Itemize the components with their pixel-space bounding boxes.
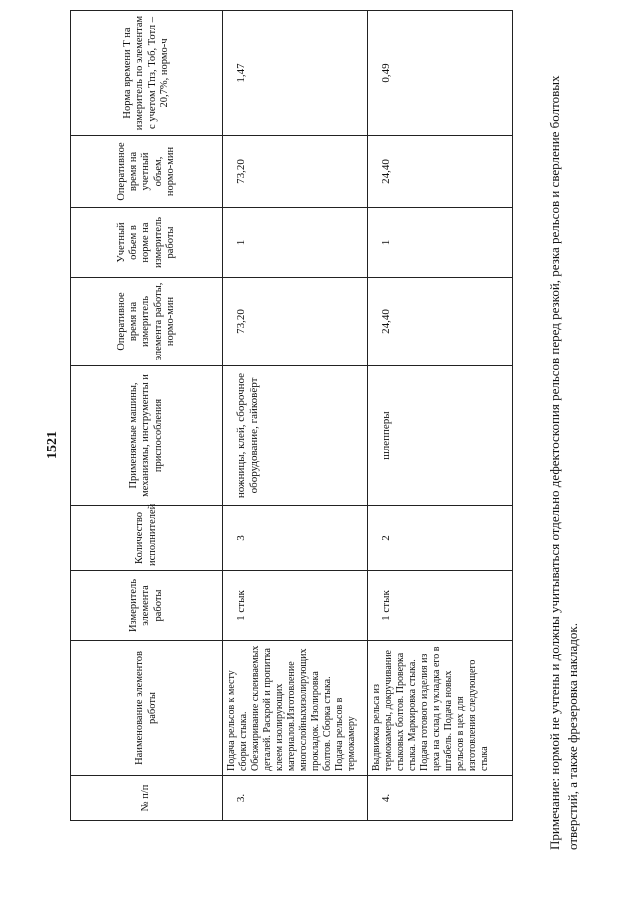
col-header-op-time-total: Оперативное время на учетный объем, нормо-мин bbox=[71, 136, 223, 208]
row-op-time: 73,20 bbox=[223, 278, 368, 366]
norms-table bbox=[70, 10, 513, 821]
row-workers: 3 bbox=[223, 506, 368, 571]
page-number: 1521 bbox=[45, 431, 60, 459]
col-header-volume: Учетный объем в норме на измеритель работы bbox=[71, 208, 223, 278]
col-header-op-time: Оперативное время на измеритель элемента работы, нормо-мин bbox=[71, 278, 223, 366]
col-header-norm: Норма времени Т на измеритель по элементам с учетом Тпз, Тоб, Тотл – 20,7%, нормо-ч bbox=[71, 11, 223, 136]
col-header-num: № п/п bbox=[71, 776, 223, 821]
row-norm: 0,49 bbox=[368, 11, 513, 136]
table-row bbox=[368, 11, 513, 821]
col-header-workers: Количество исполнителей bbox=[71, 506, 223, 571]
row-tools: ножницы, клей, сборочное оборудование, гайковёрт bbox=[223, 366, 368, 506]
table-header-row bbox=[71, 11, 223, 821]
row-unit: 1 стык bbox=[368, 571, 513, 641]
row-tools: шлепперы bbox=[368, 366, 513, 506]
row-work: Выдвижка рельса из термокамеры, докручивание стыковых болтов. Проверка стыка. Маркировка стыка. Подача готового изделия из цеха на склад и укладка его в штабель. Подача новых рельсов в цех для изготовления следующего стыка bbox=[368, 641, 513, 776]
row-op-time-total: 24,40 bbox=[368, 136, 513, 208]
row-volume: 1 bbox=[368, 208, 513, 278]
row-volume: 1 bbox=[223, 208, 368, 278]
table-note: Примечание: нормой не учтены и должны учитываться отдельно дефектоскопия рельсов перед резкой, резка рельсов и сверление болтовых отверстий, а также фрезеровка накладок. bbox=[547, 75, 580, 850]
col-header-tools: Применяемые машины, механизмы, инструменты и приспособления bbox=[71, 366, 223, 506]
col-header-work: Наименование элементов работы bbox=[71, 641, 223, 776]
row-workers: 2 bbox=[368, 506, 513, 571]
row-norm: 1,47 bbox=[223, 11, 368, 136]
row-unit: 1 стык bbox=[223, 571, 368, 641]
table-row bbox=[223, 11, 368, 821]
row-op-time-total: 73,20 bbox=[223, 136, 368, 208]
row-num: 4. bbox=[368, 776, 513, 821]
row-num: 3. bbox=[223, 776, 368, 821]
col-header-unit: Измеритель элемента работы bbox=[71, 571, 223, 641]
row-work: Подача рельсов к месту сборки стыка. Обезжиривание склеиваемых деталей. Раскрой и пропитка клеем изолирующих материалов.Изготовление многослойныхизолирующих прокладок. Изолировка болтов. Сборка стыка. Подача рельсов в термокамеру bbox=[223, 641, 368, 776]
row-op-time: 24,40 bbox=[368, 278, 513, 366]
